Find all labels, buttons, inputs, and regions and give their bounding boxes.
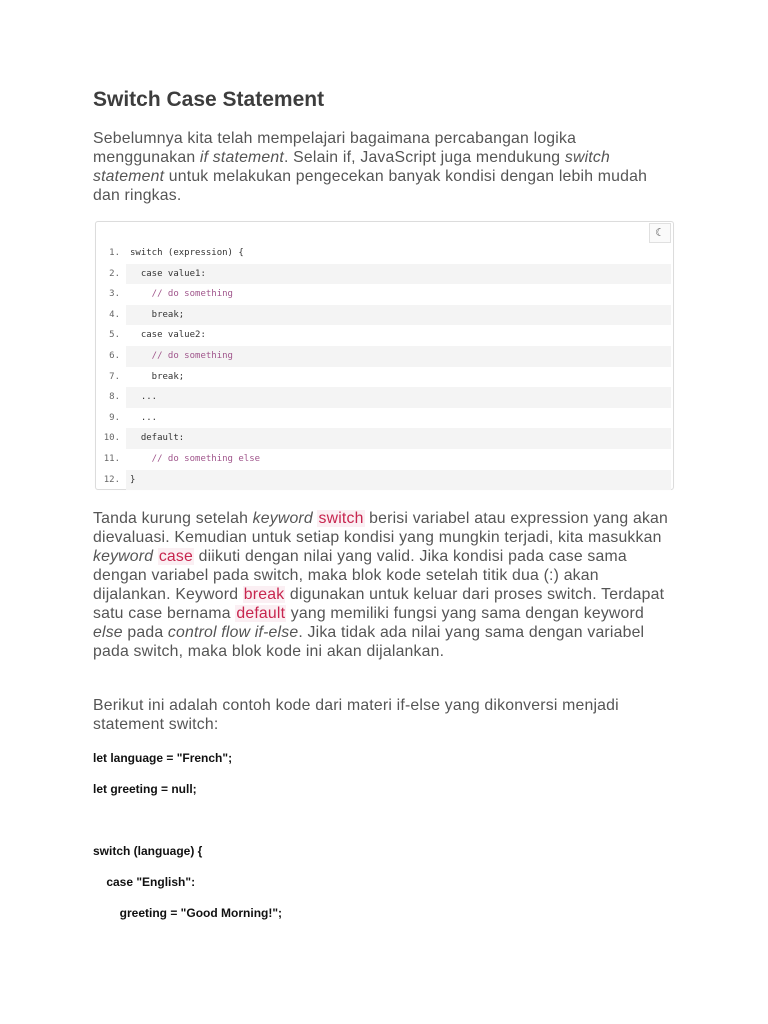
code-line (96, 305, 673, 326)
code-text: case value2: (130, 330, 206, 341)
line-number: 1. (109, 248, 120, 258)
code-text: } (126, 470, 671, 491)
code-text: break; (130, 371, 185, 382)
inline-code-switch: switch (318, 510, 364, 527)
explain-text: . Jika tidak ada nilai yang sama dengan variabel pada switch, maka blok kode ini akan dijalankan. (93, 624, 645, 660)
line-number: 3. (109, 289, 120, 300)
line-number: 11. (103, 453, 120, 464)
code-text: case value1: (126, 264, 671, 285)
example-code-line: switch (language) { (93, 844, 203, 858)
explain-emphasis: keyword (252, 510, 313, 527)
page-title: Switch Case Statement (93, 88, 325, 111)
code-comment: // do something (130, 289, 233, 300)
example-code-line: greeting = "Good Morning!"; (93, 906, 283, 920)
line-number: 9. (109, 412, 120, 423)
code-text: break; (126, 305, 671, 326)
explain-emphasis: keyword (93, 548, 154, 565)
explain-text: yang memiliki fungsi yang sama dengan keyword (286, 605, 644, 622)
line-number: 6. (109, 350, 120, 361)
lead-paragraph: Berikut ini adalah contoh kode dari materi if-else yang dikonversi menjadi statement switch: (93, 697, 619, 733)
line-number: 2. (109, 268, 120, 279)
inline-code-break: break (243, 586, 285, 603)
code-line (96, 325, 673, 346)
explanation-paragraph (93, 509, 678, 661)
code-comment: // do something (126, 346, 671, 367)
code-line (96, 408, 673, 429)
code-line (96, 243, 673, 264)
example-code-line: let language = "French"; (93, 751, 233, 765)
intro-text: . Selain if, JavaScript juga mendukung (283, 149, 565, 166)
line-number: 7. (109, 371, 120, 382)
intro-text: Sebelumnya kita telah mempelajari bagaimana percabangan logika menggunakan (93, 130, 577, 166)
line-number: 5. (109, 330, 120, 341)
intro-emphasis: switch statement (93, 149, 610, 185)
code-lines (96, 243, 673, 490)
code-line (96, 449, 673, 470)
code-line (96, 264, 673, 285)
code-block (95, 221, 674, 490)
code-line (96, 367, 673, 388)
code-text: ... (126, 387, 671, 408)
intro-paragraph (93, 129, 678, 205)
explain-text: Tanda kurung setelah (93, 510, 253, 527)
inline-code-default: default (236, 605, 286, 622)
code-text: ... (130, 412, 158, 423)
example-code-line: case "English": (93, 875, 196, 889)
intro-emphasis: if statement (199, 149, 284, 166)
moon-icon[interactable]: ☾ (649, 223, 671, 243)
explain-text: pada (122, 624, 168, 641)
line-number: 8. (109, 392, 120, 403)
code-text: switch (expression) { (130, 248, 244, 258)
inline-code-case: case (158, 548, 193, 565)
explain-emphasis: else (93, 624, 123, 641)
code-comment: // do something else (130, 453, 261, 464)
code-line (96, 470, 673, 491)
code-line (96, 387, 673, 408)
code-line (96, 284, 673, 305)
explain-emphasis: control flow if-else (167, 624, 299, 641)
code-line (96, 428, 673, 449)
line-number: 12. (103, 474, 120, 485)
intro-text: untuk melakukan pengecekan banyak kondisi dengan lebih mudah dan ringkas. (93, 168, 648, 204)
explain-text: berisi variabel atau expression yang akan dievaluasi. Kemudian untuk setiap kondisi yang mungkin terjadi, kita masukkan (93, 510, 669, 546)
explain-text: digunakan untuk keluar dari proses switch. Terdapat satu case bernama (93, 586, 665, 622)
line-number: 10. (103, 433, 120, 444)
code-text: default: (126, 428, 671, 449)
line-number: 4. (109, 309, 120, 320)
example-code-line: let greeting = null; (93, 782, 197, 796)
explain-text: diikuti dengan nilai yang valid. Jika kondisi pada case sama dengan variabel pada switch, maka blok kode setelah titik dua (:) akan dijalankan. Keyword (93, 548, 627, 603)
code-line (96, 346, 673, 367)
